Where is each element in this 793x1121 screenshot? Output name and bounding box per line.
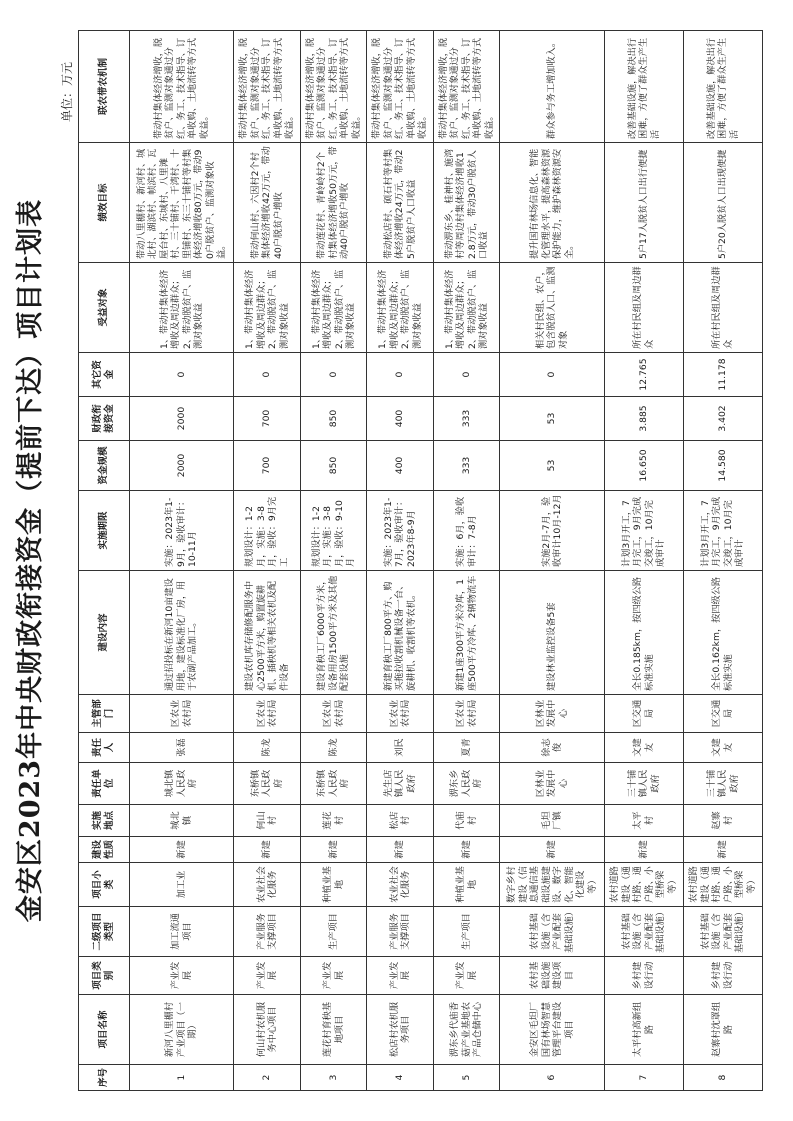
cell-fiscal: 700	[234, 397, 300, 441]
cell-scale: 333	[433, 441, 499, 491]
cell-nature: 新建	[500, 837, 604, 863]
cell-nature: 新建	[367, 837, 433, 863]
cell-person: 徐志俊	[500, 733, 604, 763]
cell-goal: 带动莲花村、青岭岭村2个村集体经济增收50万元，带动40户脱贫户增收	[300, 143, 366, 263]
cell-category: 产业发展	[130, 957, 234, 995]
cell-nature: 新建	[433, 837, 499, 863]
cell-goal: 带动何山村、六因村2个村集体经济增收42万元，带动40户脱贫户增收	[234, 143, 300, 263]
cell-mechanism: 带动村集体经济增收，脱贫户、监测对象通过分红、务工、技术指导、订单收购、土地流转等方式收益。	[300, 31, 366, 143]
header-nature: 建设性质	[79, 837, 130, 863]
cell-mechanism: 改善基础设施，解决出行困难，方便了群众生产生活	[683, 31, 762, 143]
cell-beneficiary: 1、带动村集体经济增收及周边群众；2、带动脱贫户、监测对象收益	[433, 263, 499, 353]
cell-period: 实施：6月，验收审计：7-8月	[433, 491, 499, 571]
cell-name: 新河八里棚村产业项目（一期）	[130, 995, 234, 1065]
cell-fiscal: 400	[367, 397, 433, 441]
header-name: 项目名称	[79, 995, 130, 1065]
cell-other: 0	[130, 353, 234, 397]
cell-person: 刘民	[367, 733, 433, 763]
cell-content: 新建育秧工厂800平方、购买拖拉收割机械设备一台、旋耕机、收割机等农机。	[367, 571, 433, 695]
cell-mechanism: 带动村集体经济增收，脱贫户、监测对象通过分红、务工、技术指导、订单收购、土地流转等方式收益。	[433, 31, 499, 143]
table-row	[604, 31, 683, 1091]
header-goal: 绩效目标	[79, 143, 130, 263]
cell-content: 全长0.162km，按四级公路标准实施	[683, 571, 762, 695]
cell-subtype: 产业服务支撑项目	[234, 907, 300, 957]
cell-period: 规划设计：1-2月，实施：3-8月，验收：9-10月	[300, 491, 366, 571]
cell-category: 乡村建设行动	[683, 957, 762, 995]
cell-mechanism: 改善基础设施，解决出行困难，方便了群众生产生活	[604, 31, 683, 143]
cell-period: 规划设计：1-2月，实施：3-8月，验收：9月完工	[234, 491, 300, 571]
cell-other: 12.765	[604, 353, 683, 397]
cell-subtype: 农村基础设施（含产业配套基础设施）	[683, 907, 762, 957]
cell-name: 赵寨村沈罩组路	[683, 995, 762, 1065]
cell-period: 实施：2023年1-7月，验收审计：2023年8-9月	[367, 491, 433, 571]
cell-unit: 东桥镇人民政府	[300, 763, 366, 805]
cell-goal: 带动淠东乡、桂神村、施湾村等周边村集体经济增收12.8万元，带动30户脱贫人口收益	[433, 143, 499, 263]
cell-location: 代庙村	[433, 805, 499, 837]
cell-scale: 400	[367, 441, 433, 491]
cell-unit: 先生店镇人民政府	[367, 763, 433, 805]
cell-no: 5	[433, 1065, 499, 1091]
cell-mechanism: 群众参与务工增加收入。	[500, 31, 604, 143]
cell-scale: 16.650	[604, 441, 683, 491]
cell-category: 产业发展	[367, 957, 433, 995]
cell-content: 全长0.185km，按四级公路标准实施	[604, 571, 683, 695]
cell-fiscal: 850	[300, 397, 366, 441]
header-subtype: 二级项目类型	[79, 907, 130, 957]
header-scale: 资金规模	[79, 441, 130, 491]
cell-mechanism: 带动村集体经济增收，脱贫户、监测对象通过分红、务工、技术指导、订单收购、土地流转等方式收益。	[130, 31, 234, 143]
cell-nature: 新建	[130, 837, 234, 863]
header-location: 实施地点	[79, 805, 130, 837]
cell-fiscal: 3.885	[604, 397, 683, 441]
cell-category: 产业发展	[234, 957, 300, 995]
cell-beneficiary: 1、带动村集体经济增收及周边群众；2、带动脱贫户、监测对象收益	[130, 263, 234, 353]
cell-no: 2	[234, 1065, 300, 1091]
cell-other: 0	[234, 353, 300, 397]
cell-content: 建设林业监控设备5套	[500, 571, 604, 695]
cell-category: 产业发展	[433, 957, 499, 995]
cell-subclass: 种植业基地	[300, 863, 366, 907]
cell-location: 何山村	[234, 805, 300, 837]
cell-person: 文建友	[604, 733, 683, 763]
cell-unit: 三十铺镇人民政府	[683, 763, 762, 805]
cell-subtype: 产业服务支撑项目	[367, 907, 433, 957]
cell-dept: 区农业农村局	[367, 695, 433, 733]
cell-category: 农村基础设施建设项目	[500, 957, 604, 995]
cell-location: 城北镇	[130, 805, 234, 837]
cell-name: 莲花村育秧基地项目	[300, 995, 366, 1065]
header-subclass: 项目小类	[79, 863, 130, 907]
cell-no: 4	[367, 1065, 433, 1091]
cell-mechanism: 带动村集体经济增收，脱贫户、监测对象通过分红、务工、技术指导、订单收购、土地流转等方式收益。	[234, 31, 300, 143]
cell-no: 3	[300, 1065, 366, 1091]
cell-subtype: 生产项目	[433, 907, 499, 957]
cell-mechanism: 带动村集体经济增收，脱贫户、监测对象通过分红、务工、技术指导、订单收购、土地流转等方式收益。	[367, 31, 433, 143]
cell-subclass: 农村道路建设（通村路、通户路、小型桥梁等）	[604, 863, 683, 907]
table-row	[130, 31, 234, 1091]
cell-no: 7	[604, 1065, 683, 1091]
cell-no: 6	[500, 1065, 604, 1091]
cell-other: 0	[367, 353, 433, 397]
header-row	[79, 31, 130, 1091]
cell-nature: 新建	[604, 837, 683, 863]
cell-no: 8	[683, 1065, 762, 1091]
cell-scale: 850	[300, 441, 366, 491]
cell-content: 建设育秧工厂6000平方米，设备用房1500平方米及其他配套设施	[300, 571, 366, 695]
cell-scale: 53	[500, 441, 604, 491]
cell-beneficiary: 1、带动村集体经济增收及周边群众；2、带动脱贫户、监测对象收益	[234, 263, 300, 353]
cell-dept: 区交通局	[683, 695, 762, 733]
cell-period: 计划3月开工，7月完工，9月完成交竣工，10月完成审计	[604, 491, 683, 571]
cell-other: 0	[500, 353, 604, 397]
page-title: 金安区2023年中央财政衔接资金（提前下达）项目计划表	[15, 198, 46, 923]
cell-no: 1	[130, 1065, 234, 1091]
header-no: 序号	[79, 1065, 130, 1091]
cell-other: 0	[433, 353, 499, 397]
cell-fiscal: 53	[500, 397, 604, 441]
header-mechanism: 联农带农机制	[79, 31, 130, 143]
cell-scale: 700	[234, 441, 300, 491]
cell-name: 淠东乡代庙香菇产业基地农产品仓储中心	[433, 995, 499, 1065]
cell-period: 实施：2023年1-9月，验收审计：10-11月	[130, 491, 234, 571]
cell-person: 陈龙	[234, 733, 300, 763]
cell-location: 太平村	[604, 805, 683, 837]
cell-beneficiary: 所在村民组及周边群众	[604, 263, 683, 353]
cell-unit: 淠东乡人民政府	[433, 763, 499, 805]
header-period: 实施期限	[79, 491, 130, 571]
cell-scale: 14.580	[683, 441, 762, 491]
cell-goal: 带动松店村、硕石村等村集体经济增收24万元，带动25户脱贫户人口收益	[367, 143, 433, 263]
header-fiscal: 财政衔接资金	[79, 397, 130, 441]
header-person: 责任人	[79, 733, 130, 763]
cell-person: 夏青	[433, 733, 499, 763]
table-row	[683, 31, 762, 1091]
cell-subclass: 加工业	[130, 863, 234, 907]
cell-person: 陈龙	[300, 733, 366, 763]
cell-nature: 新建	[683, 837, 762, 863]
cell-nature: 新建	[300, 837, 366, 863]
cell-content: 新建1座300平方米冷库，1座500平方冷库、2辆物流车	[433, 571, 499, 695]
cell-fiscal: 2000	[130, 397, 234, 441]
cell-subtype: 加工流通项目	[130, 907, 234, 957]
cell-location: 毛坦厂镇	[500, 805, 604, 837]
table-row	[433, 31, 499, 1091]
cell-fiscal: 333	[433, 397, 499, 441]
cell-unit: 三十铺镇人民政府	[604, 763, 683, 805]
cell-name: 太平村高新组路	[604, 995, 683, 1065]
cell-unit: 东桥镇人民政府	[234, 763, 300, 805]
table-row	[300, 31, 366, 1091]
cell-goal: 5户20人脱贫人口出现便捷	[683, 143, 762, 263]
table-row	[234, 31, 300, 1091]
cell-period: 计划3月开工，7月完工，9月完成交竣工，10月完成审计	[683, 491, 762, 571]
header-unit: 责任单位	[79, 763, 130, 805]
cell-subclass: 农村道路建设（通村路、通户路、小型桥梁等）	[683, 863, 762, 907]
cell-subtype: 农村基础设施（含产业配套基础设施）	[604, 907, 683, 957]
unit-label: 单位：万元	[60, 62, 74, 123]
cell-subclass: 农业社会化服务	[234, 863, 300, 907]
table-body	[130, 31, 763, 1091]
cell-dept: 区农业农村局	[234, 695, 300, 733]
cell-subtype: 生产项目	[300, 907, 366, 957]
cell-dept: 区农业农村局	[433, 695, 499, 733]
header-beneficiary: 受益对象	[79, 263, 130, 353]
cell-other: 0	[300, 353, 366, 397]
cell-goal: 提升国有林场信息化、智能化管理水平，提高森林资源保护能力，维护森林资源安全。	[500, 143, 604, 263]
cell-person: 文建友	[683, 733, 762, 763]
cell-unit: 区林业发展中心	[500, 763, 604, 805]
cell-beneficiary: 1、带动村集体经济增收及周边群众；2、带动脱贫户、监测对象收益	[300, 263, 366, 353]
cell-name: 何山村农机服务中心项目	[234, 995, 300, 1065]
cell-nature: 新建	[234, 837, 300, 863]
cell-beneficiary: 1、带动村集体经济增收及周边群众；2、带动脱贫户、监测对象收益	[367, 263, 433, 353]
header-content: 建设内容	[79, 571, 130, 695]
cell-unit: 城北镇人民政府	[130, 763, 234, 805]
cell-person: 张磊	[130, 733, 234, 763]
cell-location: 莲花村	[300, 805, 366, 837]
cell-subclass: 种植业基地	[433, 863, 499, 907]
cell-goal: 带动八里棚村、新河村、城北村、湖滨村、帧滨村、瓦屋台村、东城村、八里滩村、三十铺村、干湾村、十里铺村、东三十铺村等村集体经济增收80万元，带动90户脱贫户、监测对象收益。	[130, 143, 234, 263]
cell-subclass: 数字乡村建设（信息通信基础设施建设、数字化、智能化建设等）	[500, 863, 604, 907]
cell-subclass: 农业社会化服务	[367, 863, 433, 907]
table-row	[367, 31, 433, 1091]
table-row	[500, 31, 604, 1091]
cell-content: 建设农机库存储修配服务中心2500平方米，购置旋耕机、插秧机等相关农机及配件设备	[234, 571, 300, 695]
header-category: 项目类别	[79, 957, 130, 995]
cell-goal: 5户17人脱贫人口出行便捷	[604, 143, 683, 263]
cell-location: 松店村	[367, 805, 433, 837]
project-plan-table	[78, 30, 763, 1091]
cell-beneficiary: 所在村民组及周边群众	[683, 263, 762, 353]
cell-beneficiary: 相关村民组、农户，包含脱贫人口、监测对象	[500, 263, 604, 353]
cell-name: 松店村农机服务项目	[367, 995, 433, 1065]
cell-dept: 区农业农村局	[130, 695, 234, 733]
cell-dept: 区农业农村局	[300, 695, 366, 733]
cell-location: 赵寨村	[683, 805, 762, 837]
cell-other: 11.178	[683, 353, 762, 397]
header-dept: 主管部门	[79, 695, 130, 733]
cell-dept: 区林业发展中心	[500, 695, 604, 733]
cell-period: 实施2月-7月，验收审计10月-12月	[500, 491, 604, 571]
cell-subtype: 农村基础设施（含产业配套基础设施）	[500, 907, 604, 957]
cell-fiscal: 3.402	[683, 397, 762, 441]
cell-name: 金安区毛坦厂国有林场智慧管理平台建设项目	[500, 995, 604, 1065]
cell-scale: 2000	[130, 441, 234, 491]
cell-content: 通过招投标在新河10亩建设用地，建设标准化厂房，用于农副产品加工。	[130, 571, 234, 695]
header-other: 其它资金	[79, 353, 130, 397]
cell-category: 产业发展	[300, 957, 366, 995]
cell-dept: 区交通局	[604, 695, 683, 733]
cell-category: 乡村建设行动	[604, 957, 683, 995]
